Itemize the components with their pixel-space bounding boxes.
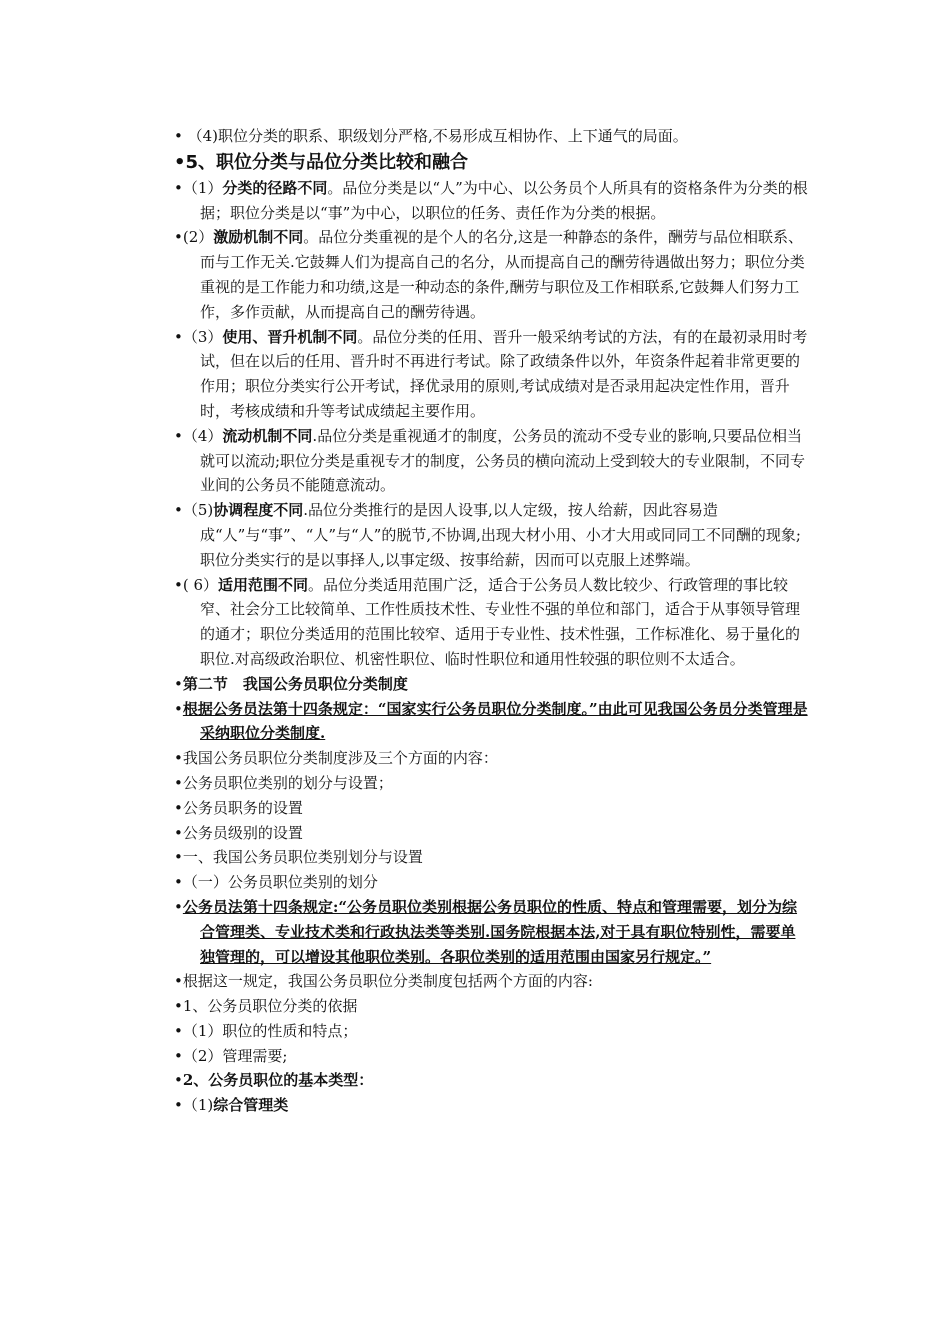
paragraph-prefix: 我国公务员职位分类制度涉及三个方面的内容：	[182, 749, 498, 768]
paragraph-prefix: 公务员级别的设置	[182, 823, 303, 842]
bold-phrase: 综合管理类	[213, 1096, 289, 1115]
bullet-paragraph	[174, 771, 810, 796]
paragraph-text: 。品位分类是以“人”为中心、以公务员个人所具有的资格条件为分类的根据；职位分类是以“事”为中心，以职位的任务、责任作为分类的根据。	[200, 178, 808, 222]
bullet-paragraph	[174, 796, 810, 821]
paragraph-prefix: （1)	[182, 1096, 214, 1115]
bullet: •	[174, 1096, 183, 1115]
bullet-paragraph	[174, 746, 810, 771]
bullet: •	[174, 501, 183, 520]
bullet-paragraph	[174, 821, 810, 846]
paragraph-prefix: （2）管理需要;	[182, 1046, 288, 1065]
bullet-paragraph	[174, 1019, 810, 1044]
bullet: •	[174, 773, 183, 792]
bold-phrase: 流动机制不同	[222, 426, 313, 445]
bullet: •	[174, 178, 183, 197]
document-body	[174, 124, 810, 1118]
bullet-paragraph	[174, 176, 810, 226]
bullet-paragraph	[174, 672, 810, 697]
bullet-paragraph	[174, 895, 810, 969]
bold-phrase: 分类的径路不同	[222, 178, 328, 197]
bullet: •	[174, 1046, 183, 1065]
bullet-paragraph	[174, 325, 810, 424]
paragraph-prefix: （3）	[182, 327, 223, 346]
paragraph-prefix: (2）	[182, 228, 214, 247]
underlined-quote: 根据公务员法第十四条规定：“国家实行公务员职位分类制度。”由此可见我国公务员分类管理是采纳职位分类制度.	[182, 699, 808, 743]
bullet: •	[174, 151, 186, 173]
paragraph-text: .品位分类推行的是因人设事,以人定级，按人给薪，因此容易造成“人”与“事”、“人”与“人”的脱节,不协调,出现大材小用、小才大用或同同工不同酬的现象;职位分类实行的是以事择人,以事定级、按事给薪，因而可以克服上述弊端。	[200, 501, 801, 569]
paragraph-prefix: （一）公务员职位类别的划分	[182, 873, 378, 892]
paragraph-prefix: 根据这一规定，我国公务员职位分类制度包括两个方面的内容:	[182, 972, 593, 991]
paragraph-prefix: （5)	[182, 501, 214, 520]
bold-phrase: 2、公务员职位的基本类型：	[182, 1071, 374, 1090]
bullet: •	[174, 699, 183, 718]
bullet-paragraph	[174, 498, 810, 572]
bold-phrase: 使用、晋升机制不同	[222, 327, 358, 346]
paragraph-prefix: ( 6）	[182, 575, 219, 594]
bold-phrase: 协调程度不同	[213, 501, 304, 520]
bullet-paragraph	[174, 573, 810, 672]
bullet-paragraph	[174, 870, 810, 895]
bullet-paragraph	[174, 994, 810, 1019]
paragraph-text: 。品位分类适用范围广泛，适合于公务员人数比较少、行政管理的事比较窄、社会分工比较简单、工作性质技术性、专业性不强的单位和部门，适合于从事领导管理的通才；职位分类适用的范围比较窄、适用于专业性、技术性强，工作标准化、易于量化的职位.对高级政治职位、机密性职位、临时性职位和通用性较强的职位则不太适合。	[200, 575, 801, 668]
bullet-paragraph	[174, 697, 810, 747]
paragraph-prefix: （1）	[182, 178, 223, 197]
paragraph-text: 。品位分类重视的是个人的名分,这是一种静态的条件，酬劳与品位相联系、而与工作无关.它鼓舞人们为提高自己的名分，从而提高自己的酬劳待遇做出努力；职位分类重视的是工作能力和功绩,这是一种动态的条件,酬劳与职位及工作相联系,它鼓舞人们努力工作，多作贡献，从而提高自己的酬劳待遇。	[200, 228, 805, 321]
paragraph-prefix: （4）	[182, 426, 223, 445]
bullet: •	[174, 848, 183, 867]
paragraph-text: .品位分类是重视通才的制度，公务员的流动不受专业的影响,只要品位相当就可以流动;职位分类是重视专才的制度，公务员的横向流动上受到较大的专业限制，不同专业间的公务员不能随意流动。	[200, 426, 806, 495]
bullet-paragraph	[174, 1093, 810, 1118]
bullet-paragraph	[174, 845, 810, 870]
bullet-paragraph	[174, 969, 810, 994]
bullet: •	[174, 426, 183, 445]
bullet: •	[174, 1071, 183, 1090]
bullet-paragraph	[174, 124, 810, 149]
paragraph-text: 职位分类的职系、职级划分严格,不易形成互相协作、上下通气的局面。	[218, 127, 688, 145]
bullet: •	[174, 674, 183, 693]
paragraph-prefix: 公务员职位类别的划分与设置；	[182, 773, 393, 792]
bullet: •	[174, 873, 183, 892]
bullet-paragraph	[174, 424, 810, 498]
bullet-paragraph	[174, 1044, 810, 1069]
bold-phrase: 适用范围不同	[218, 575, 309, 594]
bullet: •	[174, 823, 183, 842]
bullet: •	[174, 1021, 183, 1040]
bullet: •	[174, 749, 183, 768]
bullet: •	[174, 127, 183, 145]
bullet: •	[174, 972, 183, 991]
bullet-paragraph	[174, 225, 810, 324]
bullet-paragraph	[174, 1068, 810, 1093]
paragraph-text: 。品位分类的任用、晋升一般采纳考试的方法，有的在最初录用时考试，但在以后的任用、晋升时不再进行考试。除了政绩条件以外，年资条件起着非常更要的作用；职位分类实行公开考试，择优录用的原则,考试成绩对是否录用起决定性作用，晋升时，考核成绩和升等考试成绩起主要作用。	[200, 327, 808, 420]
paragraph-prefix: （4)	[182, 127, 219, 145]
bullet: •	[174, 897, 183, 916]
bullet: •	[174, 575, 183, 594]
section-heading	[174, 149, 810, 176]
bullet: •	[174, 228, 183, 247]
bold-phrase: 激励机制不同	[213, 228, 304, 247]
paragraph-prefix: 1、公务员职位分类的依据	[182, 997, 358, 1016]
paragraph-prefix: 公务员职务的设置	[182, 798, 303, 817]
paragraph-prefix: （1）职位的性质和特点；	[182, 1021, 358, 1040]
bullet: •	[174, 327, 183, 346]
bold-phrase: 第二节 我国公务员职位分类制度	[182, 674, 408, 693]
bullet: •	[174, 798, 183, 817]
heading-text: 5、职位分类与品位分类比较和融合	[185, 151, 469, 173]
bullet: •	[174, 997, 183, 1016]
paragraph-prefix: 一、我国公务员职位类别划分与设置	[182, 848, 423, 867]
underlined-quote: 公务员法第十四条规定:“公务员职位类别根据公务员职位的性质、特点和管理需要，划分为综合管理类、专业技术类和行政执法类等类别.国务院根据本法,对于具有职位特别性，需要单独管理的，可以增设其他职位类别。各职位类别的适用范围由国家另行规定。”	[182, 897, 798, 966]
